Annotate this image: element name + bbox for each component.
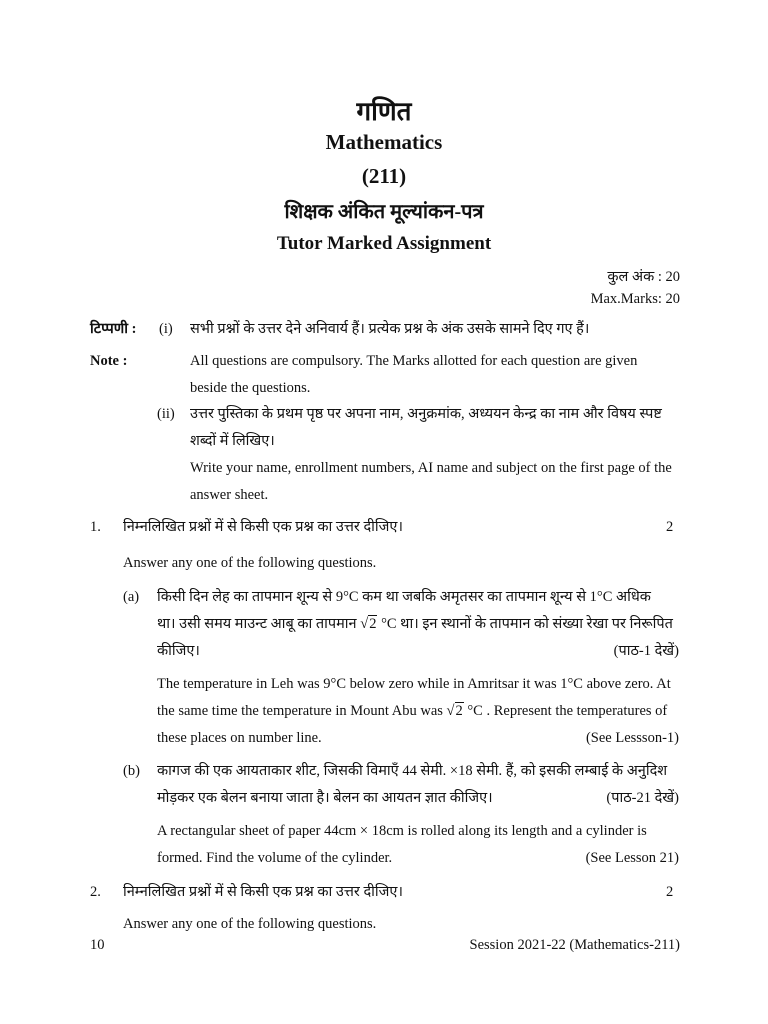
q1a-english (157, 671, 679, 752)
sqrt-radicand: 2 (369, 616, 377, 632)
q1-number: 1. (90, 519, 101, 535)
q1b-hindi-reference: (पाठ-21 देखें) (606, 790, 679, 806)
q2-number: 2. (90, 884, 101, 900)
q1a-hindi-line2-post: °C था। इन स्थानों के तापमान को संख्या रेखा पर निरूपित (381, 616, 673, 632)
sqrt-radicand: 2 (455, 703, 463, 719)
q2-marks: 2 (666, 884, 674, 900)
sqrt-symbol: √2 (360, 616, 377, 632)
note-label-hindi: टिप्पणी : (90, 321, 137, 337)
q1a-english-line2-pre: the same time the temperature in Mount Abu was (157, 703, 443, 719)
note-label-english: Note : (90, 353, 128, 369)
q1b-english-line2-text: formed. Find the volume of the cylinder. (157, 850, 393, 866)
note-i-english-line2: beside the questions. (190, 380, 311, 396)
note-ii-english-line2: answer sheet. (190, 487, 269, 503)
q1b-hindi-line2 (157, 785, 679, 812)
subtitle-english: Tutor Marked Assignment (276, 233, 492, 254)
q1a-hindi-reference: (पाठ-1 देखें) (613, 643, 679, 659)
note-i-hindi: सभी प्रश्नों के उत्तर देने अनिवार्य हैं। प्रत्येक प्रश्न के अंक उसके सामने दिए गए हैं। (190, 321, 590, 337)
q1a-english-line1: The temperature in Leh was 9°C below zero while in Amritsar it was 1°C above zero. At (157, 676, 671, 692)
title-hindi: गणित (356, 97, 412, 126)
q1b-hindi-line2-text: मोड़कर एक बेलन बनाया जाता है। बेलन का आयतन ज्ञात कीजिए। (157, 790, 493, 806)
q1b-hindi-line1: कागज की एक आयताकार शीट, जिसकी विमाएँ 44 सेमी. ×18 सेमी. हैं, को इसकी लम्बाई के अनुदिश (157, 763, 668, 779)
max-marks-english: Max.Marks: 20 (590, 291, 680, 307)
page-number: 10 (90, 937, 105, 953)
note-ii-english (190, 455, 680, 509)
q1b-english-line1: A rectangular sheet of paper 44cm × 18cm is rolled along its length and a cylinder is (157, 823, 647, 839)
q2-hindi: निम्नलिखित प्रश्नों में से किसी एक प्रश्न का उत्तर दीजिए। (123, 884, 403, 900)
note-ii-hindi-line2: शब्दों में लिखिए। (190, 433, 275, 449)
q1-english: Answer any one of the following questions. (123, 555, 377, 571)
max-marks-hindi: कुल अंक : 20 (607, 269, 680, 285)
footer-session: Session 2021-22 (Mathematics-211) (469, 937, 680, 953)
q1a-hindi-line2-pre: था। उसी समय माउन्ट आबू का तापमान (157, 616, 357, 632)
q1a-hindi (157, 584, 679, 665)
q2-english: Answer any one of the following questions. (123, 916, 377, 932)
q1b-english-line2 (157, 845, 679, 872)
note-ii-hindi (190, 401, 678, 455)
title-english: Mathematics (325, 130, 443, 154)
q1b-marker: (b) (123, 763, 140, 779)
q1-marks: 2 (666, 519, 674, 535)
note-ii-english-line1: Write your name, enrollment numbers, AI name and subject on the first page of the (190, 460, 672, 476)
course-code: (211) (361, 164, 407, 188)
q1b-english (157, 818, 679, 872)
q1a-marker: (a) (123, 589, 140, 605)
q1a-english-line3 (157, 725, 679, 752)
note-ii-hindi-line1: उत्तर पुस्तिका के प्रथम पृष्ठ पर अपना नाम, अनुक्रमांक, अध्ययन केन्द्र का नाम और विषय स्पष्ट (190, 406, 662, 422)
note-i-english (190, 348, 678, 402)
q1a-hindi-line3-text: कीजिए। (157, 643, 200, 659)
q1a-english-reference: (See Lessson-1) (585, 730, 679, 746)
note-i-marker: (i) (159, 321, 173, 337)
q1a-hindi-line1: किसी दिन लेह का तापमान शून्य से 9°C कम था जबकि अमृतसर का तापमान शून्य से 1°C अधिक (157, 589, 651, 605)
sqrt-symbol: √2 (446, 703, 463, 719)
q1a-english-line2-post: °C . Represent the temperatures of (467, 703, 668, 719)
q1a-hindi-line3 (157, 638, 679, 665)
subtitle-hindi: शिक्षक अंकित मूल्यांकन-पत्र (284, 201, 484, 223)
q1a-hindi-line2 (157, 611, 679, 638)
q1a-english-line2 (157, 698, 679, 725)
q1b-hindi (157, 758, 679, 812)
q1b-english-reference: (See Lesson 21) (585, 850, 679, 866)
note-ii-marker: (ii) (157, 406, 175, 422)
q1a-english-line3-text: these places on number line. (157, 730, 322, 746)
q1-hindi: निम्नलिखित प्रश्नों में से किसी एक प्रश्न का उत्तर दीजिए। (123, 519, 403, 535)
note-i-english-line1: All questions are compulsory. The Marks allotted for each question are given (190, 353, 638, 369)
